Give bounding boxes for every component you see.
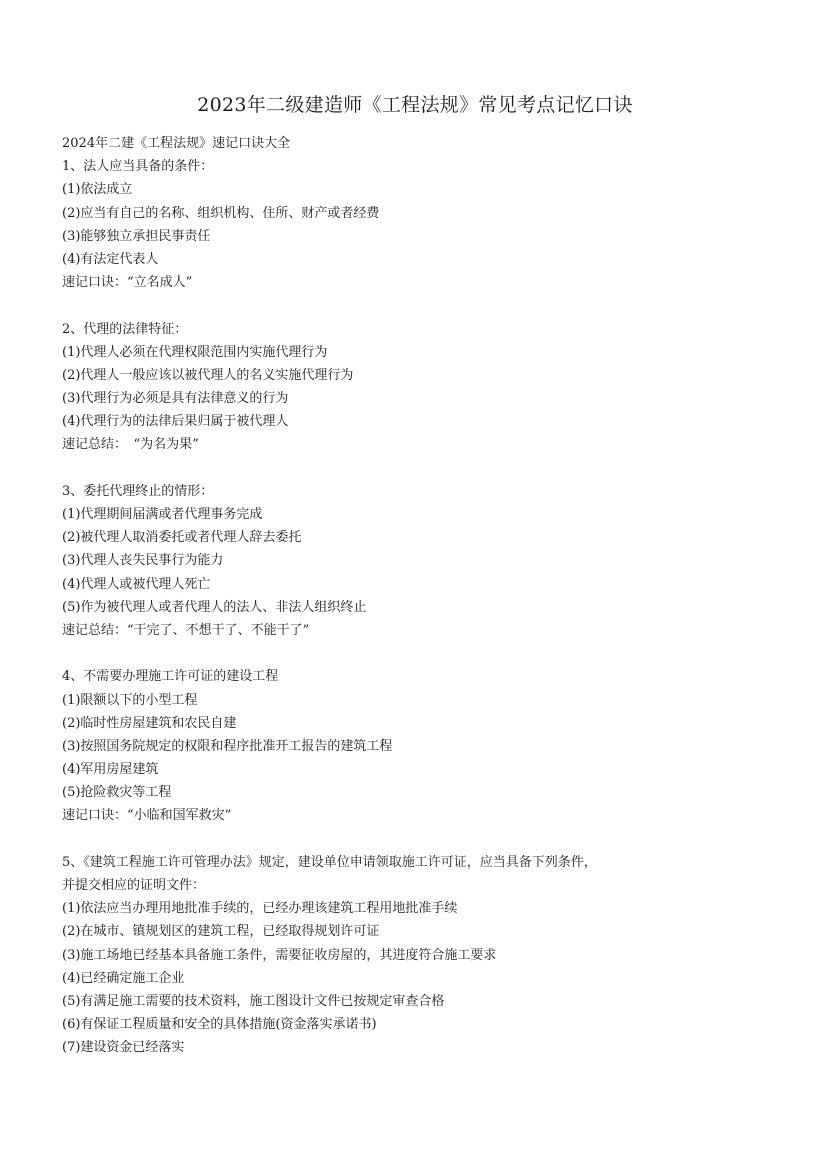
section-4 — [62, 665, 782, 827]
section-2 — [62, 318, 782, 457]
section-1 — [62, 155, 782, 294]
list-item: (3)按照国务院规定的权限和程序批准开工报告的建筑工程 — [62, 738, 393, 754]
spacer — [62, 294, 782, 317]
list-item: (2)在城市、镇规划区的建筑工程，已经取得规划许可证 — [62, 924, 380, 940]
spacer — [62, 828, 782, 851]
spacer — [62, 457, 782, 480]
section-heading: 1、法人应当具备的条件： — [62, 159, 214, 175]
list-item: (2)临时性房屋建筑和农民自建 — [62, 715, 237, 731]
list-item: (5)抢险救灾等工程 — [62, 785, 172, 801]
list-item: (4)已经确定施工企业 — [62, 970, 185, 986]
list-item: (2)被代理人取消委托或者代理人辞去委托 — [62, 530, 302, 546]
list-item: (4)代理人或被代理人死亡 — [62, 576, 211, 592]
mnemonic: 速记总结： “为名为果” — [62, 437, 199, 453]
list-item: (4)代理行为的法律后果归属于被代理人 — [62, 414, 289, 430]
list-item: (3)代理人丧失民事行为能力 — [62, 553, 224, 569]
list-item: (7)建设资金已经落实 — [62, 1040, 185, 1056]
list-item: (3)施工场地已经基本具备施工条件，需要征收房屋的，其进度符合施工要求 — [62, 947, 497, 963]
section-heading: 3、委托代理终止的情形： — [62, 483, 214, 499]
page-title: 2023年二级建造师《工程法规》常见考点记忆口诀 — [197, 94, 633, 116]
list-item: (2)代理人一般应该以被代理人的名义实施代理行为 — [62, 367, 354, 383]
document-subtitle: 2024年二建《工程法规》速记口诀大全 — [62, 136, 291, 151]
section-heading: 2、代理的法律特征： — [62, 321, 188, 337]
mnemonic: 速记口诀：“立名成人” — [62, 275, 193, 291]
list-item: (4)军用房屋建筑 — [62, 762, 159, 778]
section-heading: 5、《建筑工程施工许可管理办法》规定，建设单位申请领取施工许可证，应当具备下列条件， — [62, 854, 597, 870]
section-heading: 4、不需要办理施工许可证的建设工程 — [62, 669, 279, 685]
document-body — [62, 132, 782, 1060]
list-item: (3)代理行为必须是具有法律意义的行为 — [62, 391, 289, 407]
list-item: (1)限额以下的小型工程 — [62, 692, 198, 708]
list-item: (6)有保证工程质量和安全的具体措施(资金落实承诺书) — [62, 1017, 377, 1033]
list-item: (1)依法应当办理用地批准手续的，已经办理该建筑工程用地批准手续 — [62, 901, 458, 917]
list-item: (4)有法定代表人 — [62, 251, 159, 267]
list-item: (5)作为被代理人或者代理人的法人、非法人组织终止 — [62, 599, 367, 615]
mnemonic: 速记总结：“干完了、不想干了、不能干了” — [62, 622, 310, 638]
list-item: (2)应当有自己的名称、组织机构、住所、财产或者经费 — [62, 205, 380, 221]
list-item: (3)能够独立承担民事责任 — [62, 228, 211, 244]
section-3 — [62, 480, 782, 642]
section-5 — [62, 851, 782, 1060]
section-heading-continued: 并提交相应的证明文件： — [62, 878, 206, 893]
list-item: (1)依法成立 — [62, 182, 133, 198]
mnemonic: 速记口诀：“小临和国军救灾” — [62, 808, 232, 824]
list-item: (1)代理人必须在代理权限范围内实施代理行为 — [62, 344, 328, 360]
spacer — [62, 642, 782, 665]
list-item: (5)有满足施工需要的技术资料，施工图设计文件已按规定审查合格 — [62, 993, 445, 1009]
list-item: (1)代理期间届满或者代理事务完成 — [62, 507, 263, 522]
